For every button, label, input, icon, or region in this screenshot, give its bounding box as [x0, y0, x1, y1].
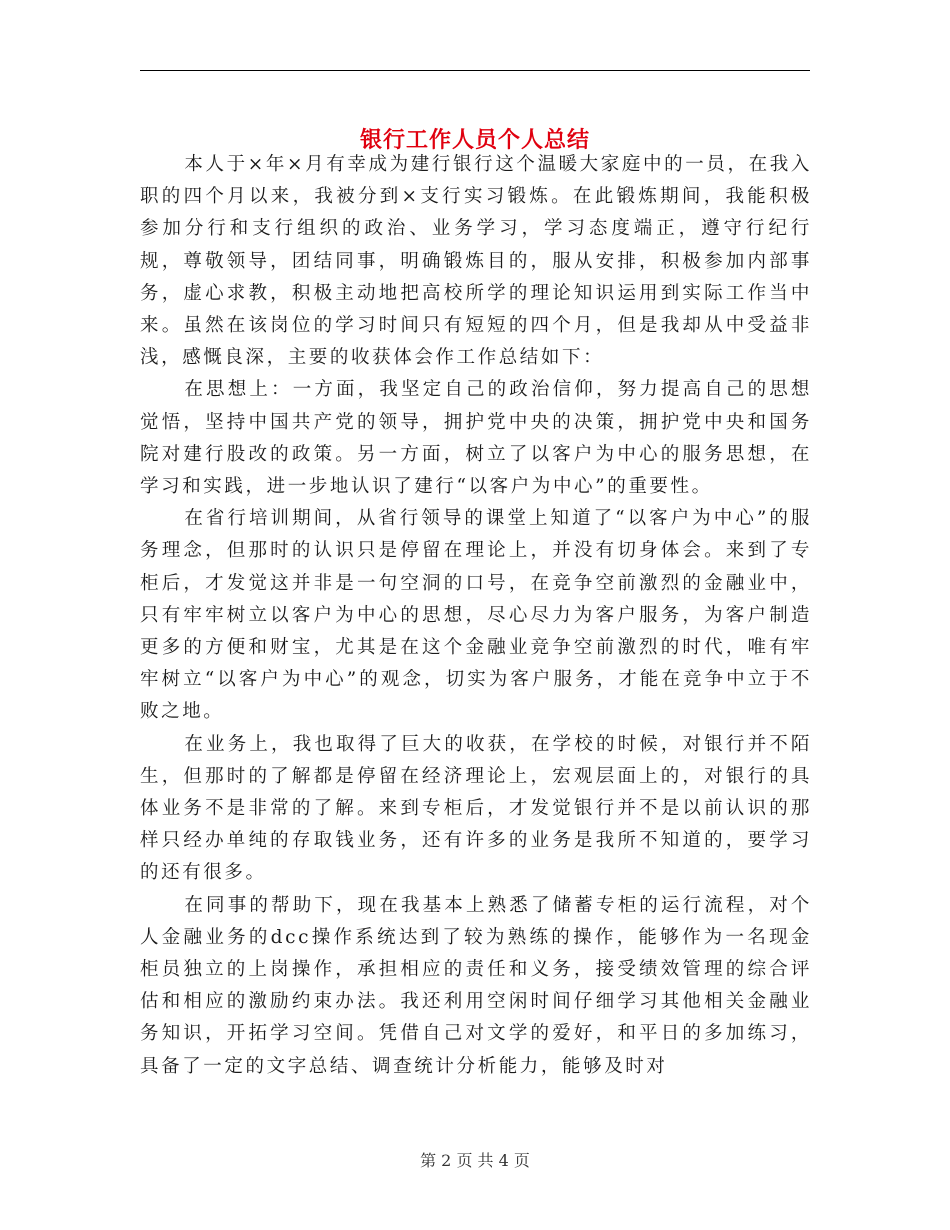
paragraph-training: 在省行培训期间，从省行领导的课堂上知道了“以客户为中心”的服务理念，但那时的认识只是停留在理论上，并没有切身体会。来到了专柜后，才发觉这并非是一句空洞的口号，在竞争空前激烈的金融业中，只有牢牢树立以客户为中心的思想，尽心尽力为客户服务，为客户制造更多的方便和财宝，尤其是在这个金融业竞争空前激烈的时代，唯有牢牢树立“以客户为中心”的观念，切实为客户服务，才能在竞争中立于不败之地。 — [140, 508, 812, 723]
page-number-footer: 第 2 页 共 4 页 — [420, 1151, 530, 1170]
header-rule — [140, 70, 810, 71]
document-body — [140, 149, 812, 1083]
paragraph-ideology: 在思想上：一方面，我坚定自己的政治信仰，努力提高自己的思想觉悟，坚持中国共产党的领导，拥护党中央的决策，拥护党中央和国务院对建行股改的政策。另一方面，树立了以客户为中心的服务思想，在学习和实践，进一步地认识了建行“以客户为中心”的重要性。 — [140, 379, 812, 498]
paragraph-intro: 本人于×年×月有幸成为建行银行这个温暖大家庭中的一员，在我入职的四个月以来，我被分到×支行实习锻炼。在此锻炼期间，我能积极参加分行和支行组织的政治、业务学习，学习态度端正，遵守行纪行规，尊敬领导，团结同事，明确锻炼目的，服从安排，积极参加内部事务，虚心求教，积极主动地把高校所学的理论知识运用到实际工作当中来。虽然在该岗位的学习时间只有短短的四个月，但是我却从中受益非浅，感慨良深，主要的收获体会作工作总结如下： — [140, 154, 812, 369]
paragraph-business: 在业务上，我也取得了巨大的收获，在学校的时候，对银行并不陌生，但那时的了解都是停留在经济理论上，宏观层面上的，对银行的具体业务不是非常的了解。来到专柜后，才发觉银行并不是以前认识的那样只经办单纯的存取钱业务，还有许多的业务是我所不知道的，要学习的还有很多。 — [140, 733, 812, 884]
document-title: 银行工作人员个人总结 — [359, 126, 590, 153]
paragraph-colleagues: 在同事的帮助下，现在我基本上熟悉了储蓄专柜的运行流程，对个人金融业务的dcc操作系统达到了较为熟练的操作，能够作为一名现金柜员独立的上岗操作，承担相应的责任和义务，接受绩效管理的综合评估和相应的激励约束办法。我还利用空闲时间仔细学习其他相关金融业务知识，开拓学习空间。凭借自己对文学的爱好，和平日的多加练习，具备了一定的文字总结、调查统计分析能力，能够及时对 — [140, 894, 812, 1077]
